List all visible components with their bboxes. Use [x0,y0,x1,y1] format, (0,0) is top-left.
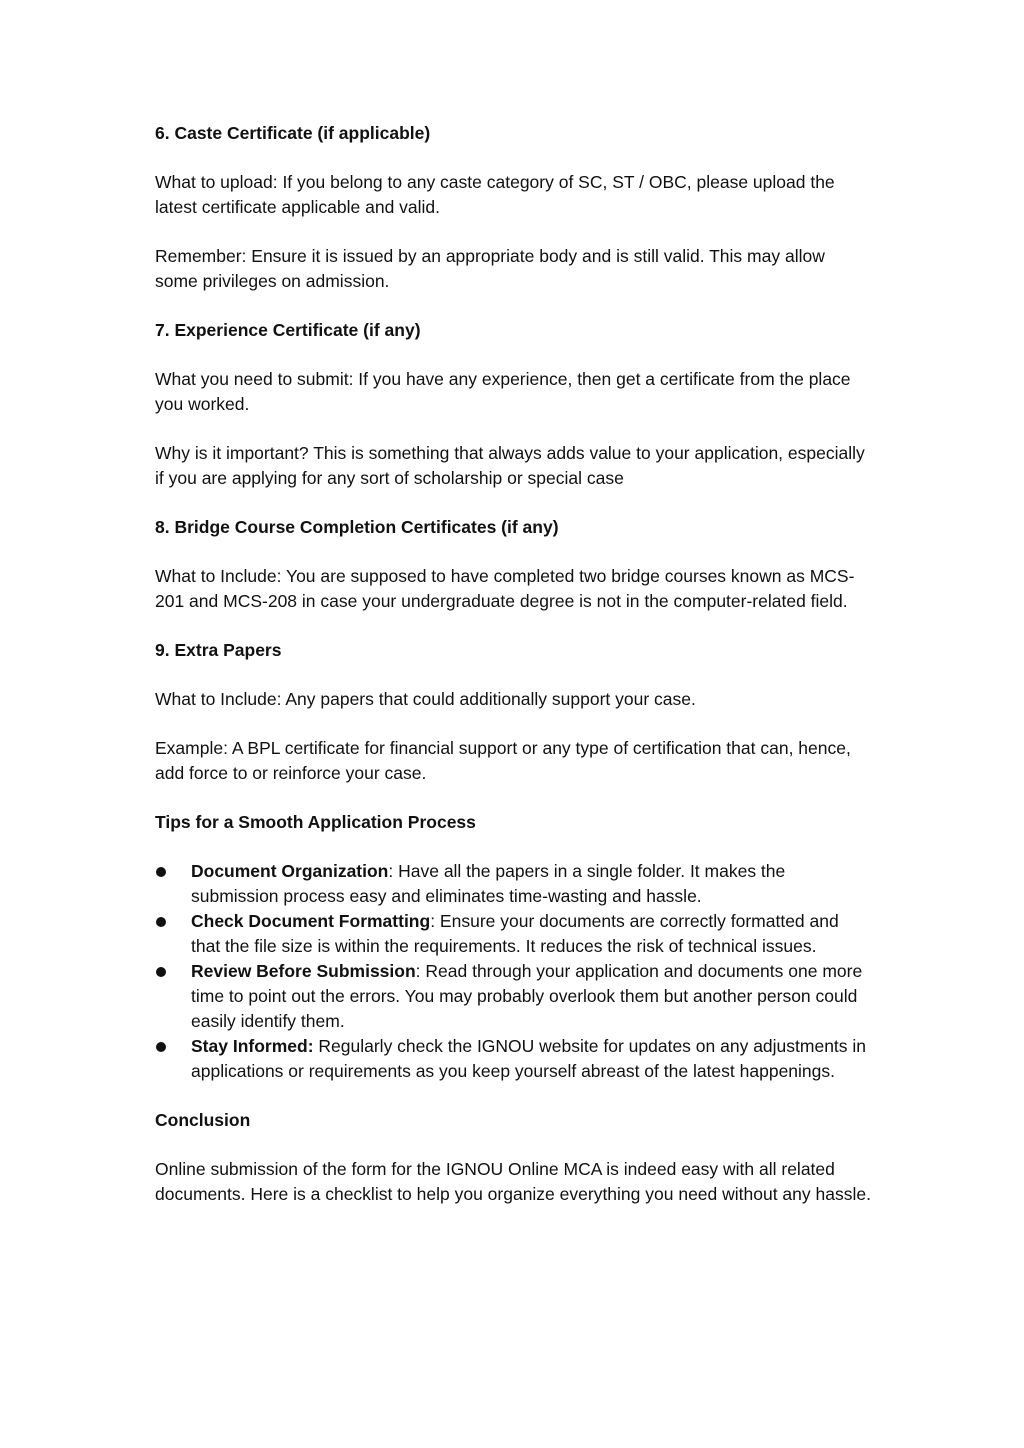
tip-title: Document Organization [191,861,389,881]
section-heading: 9. Extra Papers [155,640,282,660]
tip-item [155,1034,871,1084]
tips-heading: Tips for a Smooth Application Process [155,812,476,832]
tip-title: Check Document Formatting [191,911,431,931]
section-heading: 6. Caste Certificate (if applicable) [155,123,431,143]
section-paragraph: What you need to submit: If you have any experience, then get a certificate from the place you worked. [155,369,851,414]
tip-text: : Read through your application and documents one more time to point out the errors. You may probably overlook them but another person could easily identify them. [191,961,863,1031]
document-page [155,121,871,1231]
section-paragraph: What to Include: Any papers that could additionally support your case. [155,689,696,709]
tip-item [155,909,871,959]
bullet-icon [156,917,166,927]
section-experience-certificate [155,318,871,491]
section-caste-certificate [155,121,871,294]
tip-title: Stay Informed: [191,1036,314,1056]
tip-title: Review Before Submission [191,961,416,981]
section-paragraph: What to Include: You are supposed to have completed two bridge courses known as MCS-201 and MCS-208 in case your undergraduate degree is not in the computer-related field. [155,566,855,611]
conclusion-text: Online submission of the form for the IGNOU Online MCA is indeed easy with all related documents. Here is a checklist to help you organize everything you need without any hassle. [155,1159,871,1204]
section-paragraph: Why is it important? This is something that always adds value to your application, especially if you are applying for any sort of scholarship or special case [155,443,865,488]
tip-text: : Ensure your documents are correctly formatted and that the file size is within the requirements. It reduces the risk of technical issues. [191,911,839,956]
tips-list [155,859,871,1084]
section-paragraph: Remember: Ensure it is issued by an appropriate body and is still valid. This may allow some privileges on admission. [155,246,825,291]
bullet-icon [156,967,166,977]
bullet-icon [156,1042,166,1052]
tip-text: : Have all the papers in a single folder. It makes the submission process easy and eliminates time-wasting and hassle. [191,861,786,906]
conclusion-section [155,1108,871,1207]
section-paragraph: Example: A BPL certificate for financial support or any type of certification that can, hence, add force to or reinforce your case. [155,738,851,783]
section-paragraph: What to upload: If you belong to any caste category of SC, ST / OBC, please upload the latest certificate applicable and valid. [155,172,835,217]
section-bridge-course [155,515,871,614]
conclusion-heading: Conclusion [155,1110,251,1130]
section-extra-papers [155,638,871,786]
tip-text: Regularly check the IGNOU website for updates on any adjustments in applications or requirements as you keep yourself abreast of the latest happenings. [191,1036,867,1081]
tips-section [155,810,871,1084]
bullet-icon [156,867,166,877]
tip-item [155,959,871,1034]
section-heading: 8. Bridge Course Completion Certificates (if any) [155,517,559,537]
section-heading: 7. Experience Certificate (if any) [155,320,421,340]
tip-item [155,859,871,909]
